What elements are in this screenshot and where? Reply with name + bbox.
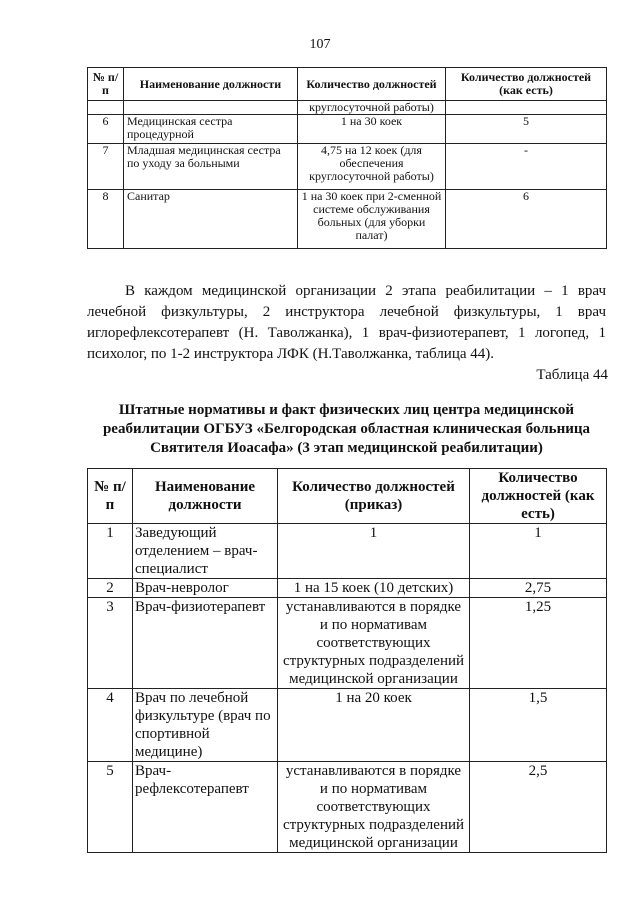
cell-position: Медицинская сестра процедурной	[124, 115, 298, 144]
cell-position: Заведующий отделением – врач-специалист	[133, 524, 278, 579]
cell-norm: 1 на 30 коек при 2-сменной системе обслуживания больных (для уборки палат)	[298, 190, 446, 249]
table-label: Таблица 44	[536, 367, 608, 383]
cell-norm: устанавливаются в порядке и по нормативам соответствующих структурных подразделений медицинской организации	[278, 762, 470, 853]
staff-table-continued	[87, 67, 607, 249]
cell-num: 4	[88, 689, 133, 762]
header-count-actual: Количество должностей (как есть)	[470, 469, 607, 524]
header-count-order: Количество должностей (приказ)	[278, 469, 470, 524]
cell-fact: 1	[470, 524, 607, 579]
header-num: № п/п	[88, 469, 133, 524]
staff-table-44	[87, 468, 607, 853]
table-header-row	[88, 469, 607, 524]
header-num: № п/п	[88, 68, 124, 101]
table-row	[88, 689, 607, 762]
table-row	[88, 115, 607, 144]
cell-fact: 2,75	[470, 579, 607, 598]
cell-fact: 1,25	[470, 598, 607, 689]
table-row	[88, 144, 607, 190]
table-row	[88, 190, 607, 249]
header-position: Наименование должности	[124, 68, 298, 101]
header-position: Наименование должности	[133, 469, 278, 524]
cell-num: 1	[88, 524, 133, 579]
table-header-row	[88, 68, 607, 101]
cell-position: Санитар	[124, 190, 298, 249]
cell-num: 8	[88, 190, 124, 249]
cell-norm: 1 на 30 коек	[298, 115, 446, 144]
table-row	[88, 762, 607, 853]
table-row	[88, 579, 607, 598]
cell-num: 7	[88, 144, 124, 190]
cell-fact	[446, 101, 607, 115]
cell-num: 3	[88, 598, 133, 689]
header-count: Количество должностей	[298, 68, 446, 101]
cell-num: 6	[88, 115, 124, 144]
cell-position: Врач-невролог	[133, 579, 278, 598]
cell-position	[124, 101, 298, 115]
cell-norm: 1 на 20 коек	[278, 689, 470, 762]
cell-position: Врач-рефлексотерапевт	[133, 762, 278, 853]
page-number: 107	[309, 37, 331, 52]
cell-norm: 1 на 15 коек (10 детских)	[278, 579, 470, 598]
cell-fact: 5	[446, 115, 607, 144]
cell-position: Младшая медицинская сестра по уходу за больными	[124, 144, 298, 190]
cell-norm: круглосуточной работы)	[298, 101, 446, 115]
cell-fact: 2,5	[470, 762, 607, 853]
cell-norm: устанавливаются в порядке и по нормативам соответствующих структурных подразделений медицинской организации	[278, 598, 470, 689]
cell-fact: 1,5	[470, 689, 607, 762]
cell-fact: -	[446, 144, 607, 190]
cell-fact: 6	[446, 190, 607, 249]
cell-num	[88, 101, 124, 115]
table-row	[88, 101, 607, 115]
table-row	[88, 598, 607, 689]
cell-num: 2	[88, 579, 133, 598]
cell-norm: 1	[278, 524, 470, 579]
body-paragraph: В каждом медицинской организации 2 этапа реабилитации – 1 врач лечебной физкультуры, 2 инструктора лечебной физкультуры, 1 врач иглорефлексотерапевт (Н. Таволжанка), 1 врач-физиотерапевт, 1 логопед, 1 психолог, по 1-2 инструктора ЛФК (Н.Таволжанка, таблица 44).	[87, 283, 606, 362]
table-row	[88, 524, 607, 579]
header-count-actual: Количество должностей (как есть)	[446, 68, 607, 101]
cell-position: Врач по лечебной физкультуре (врач по спортивной медицине)	[133, 689, 278, 762]
cell-position: Врач-физиотерапевт	[133, 598, 278, 689]
table-title: Штатные нормативы и факт физических лиц центра медицинской реабилитации ОГБУЗ «Белгородская областная клиническая больница Святителя Иоасафа» (3 этап медицинской реабилитации)	[102, 402, 591, 456]
cell-num: 5	[88, 762, 133, 853]
cell-norm: 4,75 на 12 коек (для обеспечения круглосуточной работы)	[298, 144, 446, 190]
